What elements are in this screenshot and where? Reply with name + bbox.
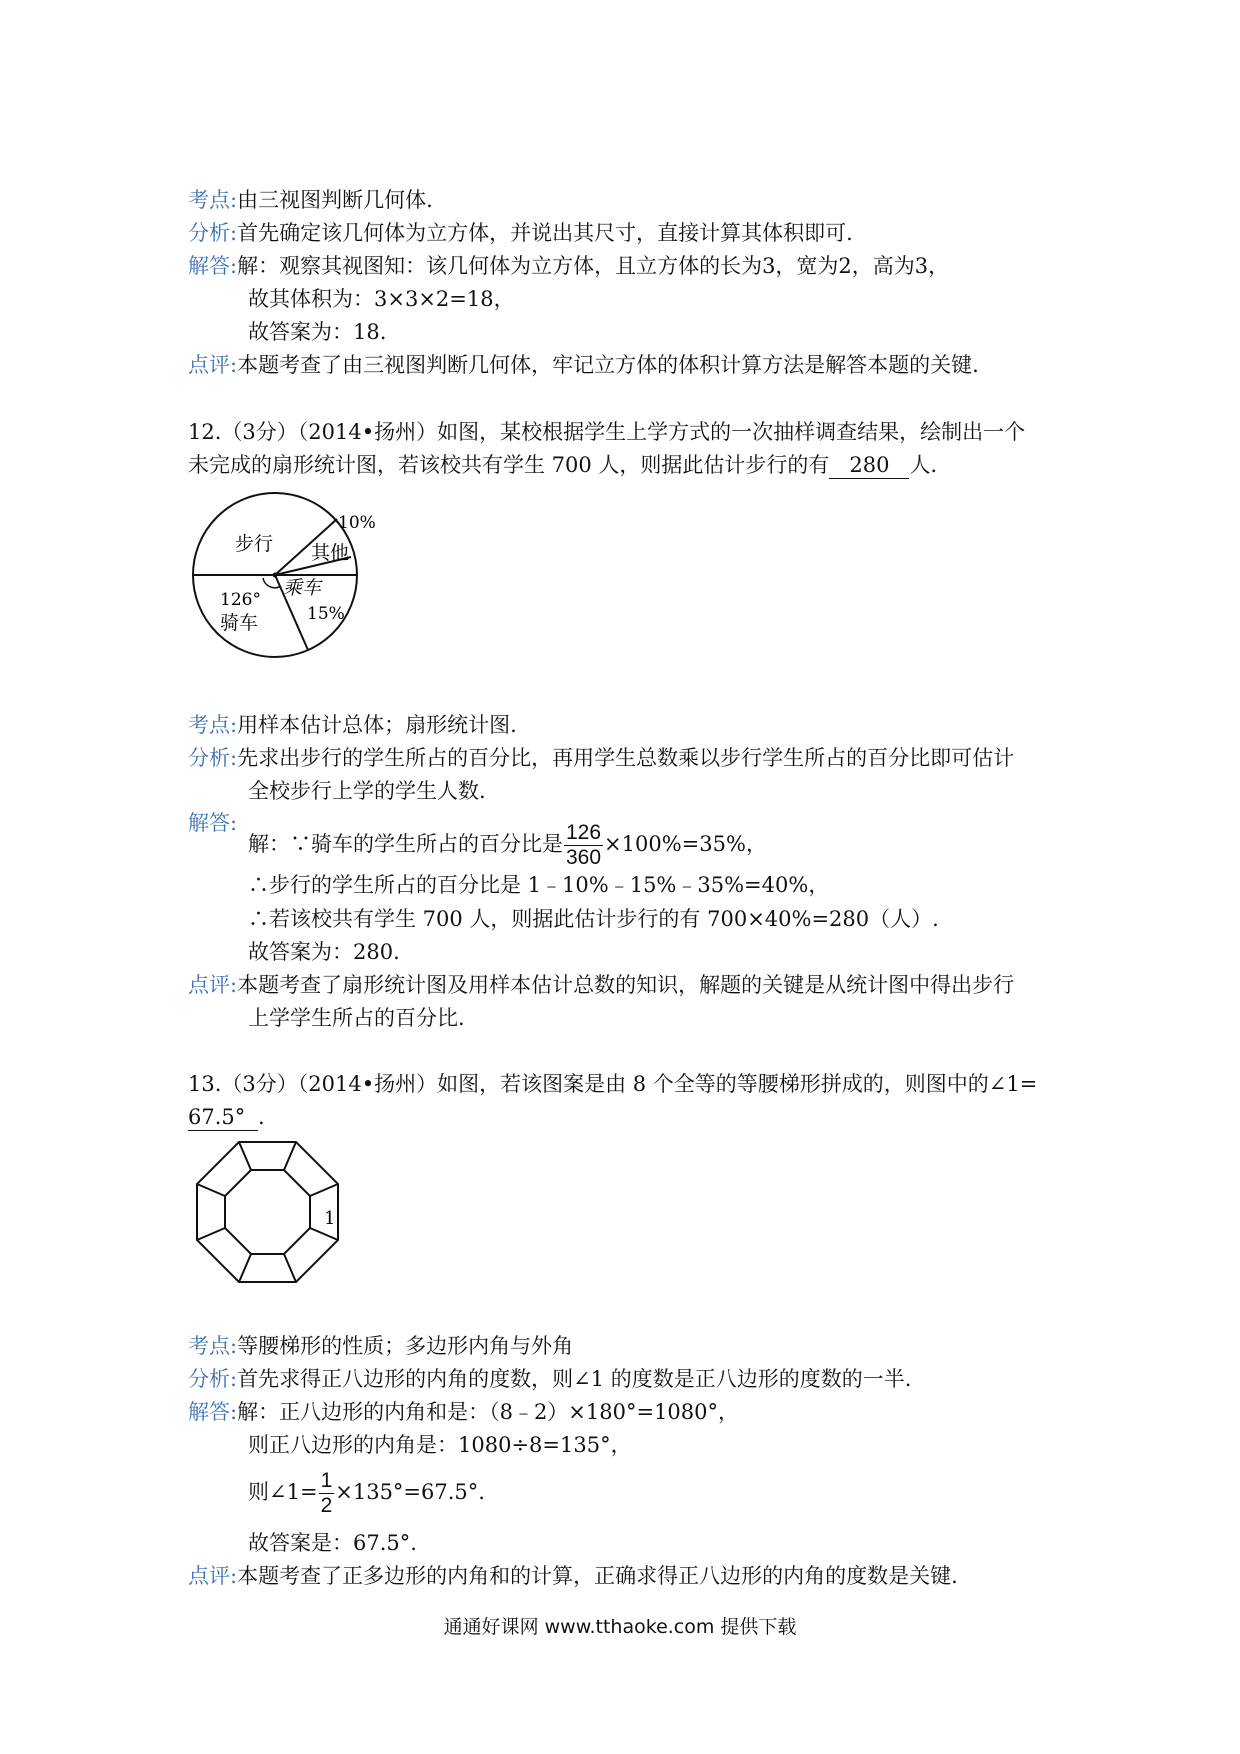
angle-1-label: 1 <box>324 1208 336 1229</box>
jieda-text: 解：正八边形的内角和是：（8﹣2）×180°=1080°， <box>237 1400 740 1424</box>
trapezoid-edge <box>284 1142 296 1170</box>
fenxi-text: 首先求得正八边形的内角的度数，则∠1 的度数是正八边形的度数的一半. <box>237 1367 912 1391</box>
fraction-1-2 <box>319 1469 335 1518</box>
pie-label-bus: 乘车 <box>283 577 322 599</box>
pie-label-bike: 骑车 <box>220 612 259 634</box>
fraction-denominator: 360 <box>566 846 602 869</box>
dianping-label: 点评: <box>188 973 238 997</box>
trapezoid-edge <box>310 1184 338 1196</box>
trapezoid-edge <box>310 1228 338 1240</box>
pie-label-walk: 步行 <box>235 533 274 555</box>
page-footer: 通通好课网 www.tthaoke.com 提供下载 <box>443 1616 797 1638</box>
dianping-label: 点评: <box>188 353 238 377</box>
kaodian-label: 考点: <box>188 713 238 737</box>
jieda-12-label <box>188 808 237 838</box>
fenxi-text: 首先确定该几何体为立方体，并说出其尺寸，直接计算其体积即可. <box>237 221 853 245</box>
fenxi-label: 分析: <box>188 1367 238 1391</box>
jieda-text: 则∠1= <box>248 1480 318 1504</box>
jieda-12-line1 <box>248 818 767 870</box>
jieda-13-line4: 故答案是：67.5°. <box>248 1531 417 1555</box>
octagon-figure <box>186 1140 350 1304</box>
jieda-13 <box>188 1397 739 1427</box>
inner-octagon <box>225 1170 310 1254</box>
fenxi-13 <box>188 1364 911 1394</box>
fenxi-label: 分析: <box>188 221 238 245</box>
jieda-12-line3: ∴若该校共有学生 700 人，则据此估计步行的有 700×40%=280（人）. <box>248 907 939 931</box>
fenxi-12 <box>188 743 1014 773</box>
fraction-126-360 <box>564 821 603 870</box>
jieda-label: 解答: <box>188 1400 238 1424</box>
pie-label-bike-angle: 126° <box>220 590 261 610</box>
jieda-13-line2: 则正八边形的内角是：1080÷8=135°， <box>248 1433 632 1457</box>
fenxi-label: 分析: <box>188 746 238 770</box>
pie-label-other: 其他 <box>311 542 350 564</box>
fraction-numerator: 126 <box>566 821 602 844</box>
dianping-12-line2: 上学学生所占的百分比. <box>248 1006 465 1030</box>
pie-center <box>273 573 278 578</box>
pie-chart-figure <box>185 487 385 667</box>
kaodian-label: 考点: <box>188 1334 238 1358</box>
kaodian-13 <box>188 1331 573 1361</box>
fraction-numerator: 1 <box>320 1469 333 1492</box>
q12-text-end: 人. <box>909 453 938 477</box>
jieda-text-after: ×135°=67.5°. <box>335 1480 485 1504</box>
q13-answer: 67.5° <box>188 1104 258 1131</box>
dianping-text: 本题考查了正多边形的内角和的计算，正确求得正八边形的内角的度数是关键. <box>237 1564 958 1588</box>
jieda-12-line4: 故答案为：280. <box>248 940 400 964</box>
kaodian-text: 用样本估计总体；扇形统计图. <box>237 713 517 737</box>
dianping-12 <box>188 970 1014 1000</box>
trapezoid-edge <box>239 1254 251 1282</box>
q13-text-end: . <box>258 1105 265 1129</box>
kaodian-11 <box>188 185 433 215</box>
trapezoid-edge <box>284 1254 296 1282</box>
jieda-text-after: ×100%=35%， <box>604 832 767 856</box>
dianping-13 <box>188 1561 958 1591</box>
dianping-text: 本题考查了扇形统计图及用样本估计总数的知识，解题的关键是从统计图中得出步行 <box>237 973 1015 997</box>
trapezoid-edge <box>239 1142 251 1170</box>
jieda-11-line2: 故其体积为：3×3×2=18， <box>248 287 515 311</box>
fenxi-11 <box>188 218 853 248</box>
jieda-12-line2: ∴步行的学生所占的百分比是 1﹣10%﹣15%﹣35%=40%， <box>248 873 830 897</box>
fenxi-text: 先求出步行的学生所占的百分比，再用学生总数乘以步行学生所占的百分比即可估计 <box>237 746 1015 770</box>
fenxi-12-line2: 全校步行上学的学生人数. <box>248 779 486 803</box>
dianping-label: 点评: <box>188 1564 238 1588</box>
jieda-label: 解答: <box>188 254 238 278</box>
jieda-13-line3 <box>248 1466 485 1518</box>
pie-label-other-pct: 10% <box>338 513 376 533</box>
jieda-text: 解：∵骑车的学生所占的百分比是 <box>248 832 563 856</box>
dianping-11 <box>188 350 979 380</box>
jieda-11-line3: 故答案为：18. <box>248 320 387 344</box>
pie-label-bus-pct: 15% <box>307 604 345 624</box>
q12-line1: 12.（3分）（2014•扬州）如图，某校根据学生上学方式的一次抽样调查结果，绘制出一个 <box>188 420 1026 444</box>
outer-octagon <box>197 1142 338 1282</box>
trapezoid-edge <box>197 1228 225 1240</box>
kaodian-12 <box>188 710 517 740</box>
q12-line2 <box>188 450 937 480</box>
kaodian-label: 考点: <box>188 188 238 212</box>
q13-line1 <box>188 1069 1037 1099</box>
kaodian-text: 等腰梯形的性质；多边形内角与外角 <box>237 1334 574 1358</box>
kaodian-text: 由三视图判断几何体. <box>237 188 433 212</box>
trapezoid-edge <box>197 1184 225 1196</box>
jieda-label: 解答: <box>188 811 238 835</box>
q13-text: 13.（3分）（2014•扬州）如图，若该图案是由 8 个全等的等腰梯形拼成的，则图中的∠1= <box>188 1072 1038 1096</box>
q12-answer: 280 <box>829 452 909 479</box>
q12-text: 未完成的扇形统计图，若该校共有学生 700 人，则据此估计步行的有 <box>188 453 830 477</box>
jieda-text: 解：观察其视图知：该几何体为立方体，且立方体的长为3，宽为2，高为3， <box>237 254 950 278</box>
fraction-denominator: 2 <box>320 1494 333 1517</box>
jieda-11 <box>188 251 949 281</box>
q13-line2 <box>188 1102 265 1132</box>
dianping-text: 本题考查了由三视图判断几何体，牢记立方体的体积计算方法是解答本题的关键. <box>237 353 979 377</box>
